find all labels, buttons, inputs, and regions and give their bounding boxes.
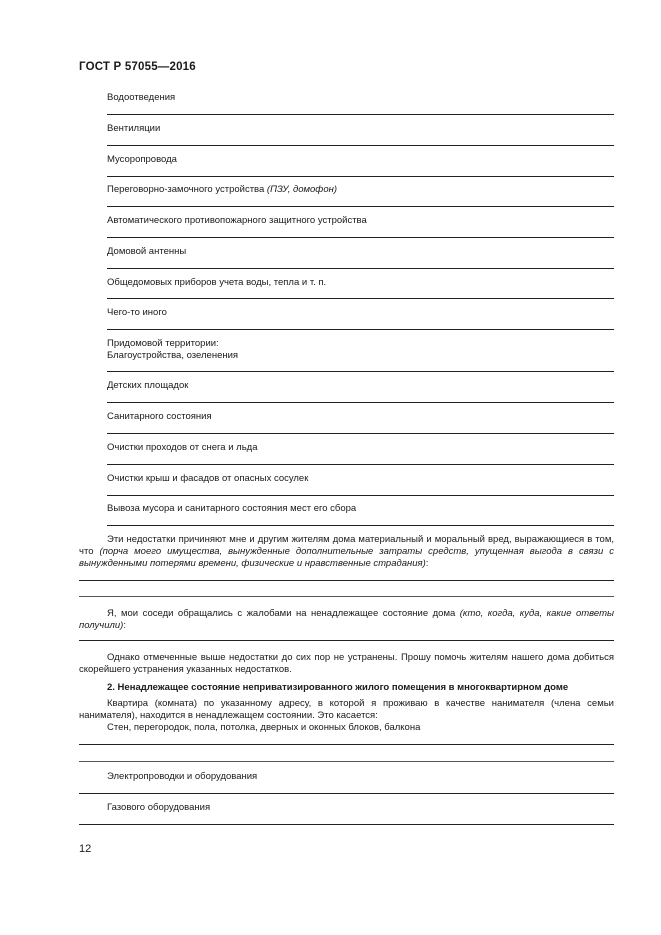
- list-item-label: Домовой антенны: [107, 246, 187, 257]
- fill-line: [107, 371, 614, 372]
- list-item-label: Переговорно-замочного устройства: [107, 184, 267, 195]
- list-item: [107, 771, 614, 783]
- paragraph-text: Квартира (комната) по указанному адресу, в которой я проживаю в качестве нанимателя (члена семьи нанимателя), находится в ненадлежащем состоянии. Это касается:: [79, 698, 614, 721]
- fill-line: [107, 525, 614, 526]
- fill-line: [107, 298, 614, 299]
- list-item: [107, 802, 614, 814]
- list-item-note: (ПЗУ, домофон): [266, 184, 338, 195]
- list-item: [107, 473, 614, 485]
- fill-line: [79, 824, 614, 825]
- list-item: [107, 154, 614, 166]
- list-item-label: Детских площадок: [107, 380, 189, 391]
- paragraph-hint: (кто, когда, куда, какие ответы получили): [79, 608, 614, 631]
- fill-line: [107, 114, 614, 115]
- list-item: [107, 722, 614, 734]
- list-item-label: Очистки крыш и фасадов от опасных сосулек: [107, 473, 309, 484]
- list-item-label: Благоустройства, озеленения: [107, 350, 239, 361]
- list-item: [107, 307, 614, 319]
- paragraph-tail: :: [123, 620, 126, 631]
- fill-line: [107, 206, 614, 207]
- list-item: [107, 123, 614, 135]
- request-paragraph: [79, 652, 614, 676]
- fill-line: [107, 176, 614, 177]
- fill-line: [107, 145, 614, 146]
- fill-line: [107, 464, 614, 465]
- list-item-label: Стен, перегородок, пола, потолка, дверных и оконных блоков, балкона: [107, 722, 421, 733]
- list-item-label: Электропроводки и оборудования: [107, 771, 258, 782]
- fill-line: [79, 596, 614, 597]
- fill-line: [79, 580, 614, 581]
- fill-line: [107, 495, 614, 496]
- fill-line: [107, 402, 614, 403]
- list-item-label: Санитарного состояния: [107, 411, 212, 422]
- fill-line: [107, 268, 614, 269]
- paragraph-text: Я, мои соседи обращались с жалобами на ненадлежащее состояние дома: [107, 608, 460, 619]
- paragraph-hint: (порча моего имущества, вынужденные дополнительные затраты средств, упущенная выгода в связи с вынужденными потерями времени, физические и нравственные страдания): [79, 546, 614, 569]
- list-item-label: Вывоза мусора и санитарного состояния мест его сбора: [107, 503, 357, 514]
- fill-line: [79, 793, 614, 794]
- list-item: [107, 380, 614, 392]
- list-item-label: Автоматического противопожарного защитного устройства: [107, 215, 367, 226]
- fill-line: [79, 640, 614, 641]
- list-item-label: Общедомовых приборов учета воды, тепла и т. п.: [107, 277, 327, 288]
- list-item-label: Вентиляции: [107, 123, 161, 134]
- page-number: 12: [79, 843, 92, 855]
- fill-line: [107, 237, 614, 238]
- list-item: [107, 215, 614, 227]
- fill-line: [79, 744, 614, 745]
- territory-heading-item: [107, 338, 614, 362]
- section-title: 2. Ненадлежащее состояние неприватизированного жилого помещения в многоквартирном доме: [107, 682, 569, 693]
- list-item-label: Мусоропровода: [107, 154, 177, 165]
- list-item: [107, 277, 614, 289]
- list-item-label: Очистки проходов от снега и льда: [107, 442, 258, 453]
- paragraph-tail: :: [425, 558, 429, 569]
- list-item: [107, 411, 614, 423]
- fill-line: [107, 433, 614, 434]
- territory-heading: Придомовой территории:: [107, 338, 219, 349]
- list-item: [107, 184, 614, 196]
- paragraph-text: Однако отмеченные выше недостатки до сих пор не устранены. Прошу помочь жителям нашего дома добиться скорейшего устранения указанных недостатков.: [79, 652, 614, 675]
- fill-line: [107, 329, 614, 330]
- damage-paragraph: [79, 534, 614, 570]
- document-header: ГОСТ Р 57055—2016: [79, 61, 196, 73]
- paragraph-text: Эти недостатки причиняют мне и другим жителям дома материальный и моральный вред, выражающиеся в том, что: [79, 534, 614, 557]
- section-intro: [79, 698, 614, 722]
- fill-line: [79, 761, 614, 762]
- list-item-label: Водоотведения: [107, 92, 176, 103]
- list-item: [107, 246, 614, 258]
- list-item-label: Газового оборудования: [107, 802, 211, 813]
- list-item-label: Чего-то иного: [107, 307, 167, 318]
- complaints-paragraph: [79, 608, 614, 632]
- list-item: [107, 92, 614, 104]
- list-item: [107, 503, 614, 515]
- list-item: [107, 442, 614, 454]
